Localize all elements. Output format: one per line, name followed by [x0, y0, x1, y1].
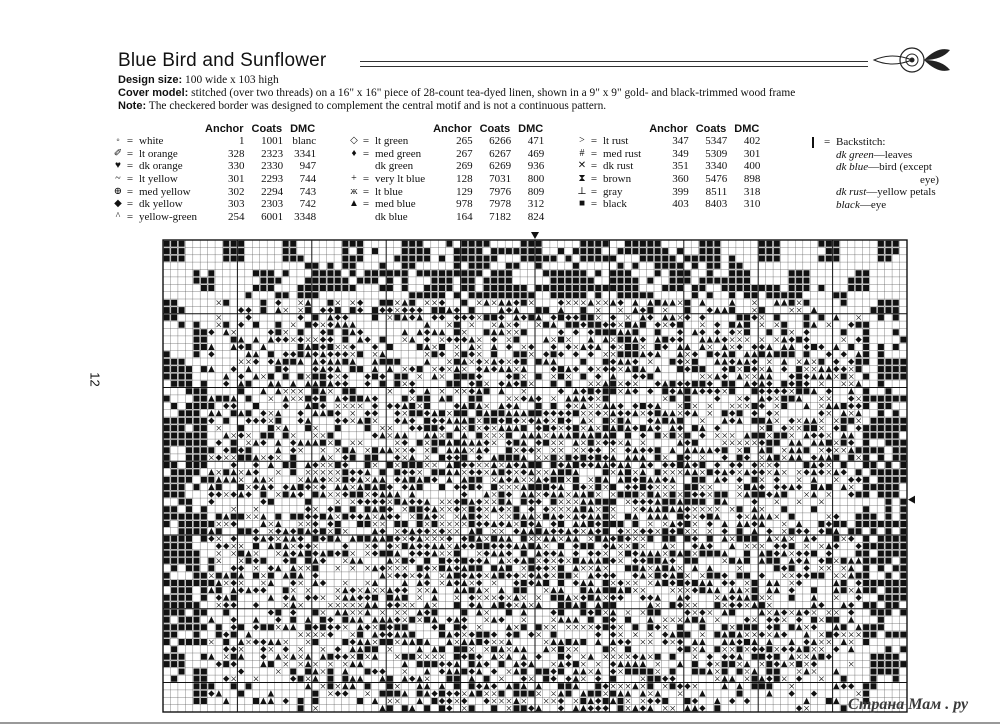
dmc-number: 3348: [294, 210, 317, 223]
coats-number: 7182: [489, 210, 512, 223]
anchor-number: 349: [672, 147, 689, 160]
dmc-number: 400: [743, 160, 761, 173]
dmc-number: 824: [527, 210, 545, 223]
dmc-number: 800: [527, 173, 545, 186]
note-text: The checkered border was designed to complement the central motif and is not a continuous pattern.: [148, 100, 607, 112]
chart-grid-lines: [163, 240, 907, 712]
note-label: Note:: [118, 100, 147, 112]
color-name: dk orange: [139, 160, 183, 173]
color-name: lt green: [375, 135, 409, 148]
key-symbol-icon: ◆: [114, 198, 122, 210]
key-symbol-icon: ✕: [577, 160, 587, 172]
backstitch-item: eye): [920, 173, 939, 186]
key-symbol-icon: +: [351, 173, 357, 185]
color-name: brown: [603, 173, 632, 186]
key-equals: =: [362, 147, 370, 160]
key-equals: =: [126, 147, 134, 160]
color-name: dk blue: [375, 210, 408, 223]
coats-number: 3340: [705, 160, 728, 173]
key-symbol-icon: ■: [578, 198, 586, 210]
backstitch-item: dk green—leaves: [836, 148, 913, 161]
color-name: lt blue: [375, 185, 403, 198]
coats-number: 2323: [261, 147, 284, 160]
coats-number: 7976: [489, 185, 512, 198]
key-symbol-icon: ♥: [115, 160, 121, 172]
coats-number: 6267: [489, 147, 512, 160]
key-symbol-icon: #: [579, 147, 585, 159]
anchor-number: 267: [456, 147, 473, 160]
key-symbol-icon: ◦: [116, 135, 120, 147]
coats-number: 8403: [705, 198, 728, 211]
coats-number: 2303: [261, 198, 284, 211]
dmc-number: 809: [527, 185, 545, 198]
color-name: very lt blue: [375, 173, 426, 186]
backstitch-item: dk blue—bird (except: [836, 161, 932, 174]
key-equals: =: [126, 185, 134, 198]
dmc-number: 310: [743, 198, 761, 211]
anchor-number: 403: [672, 198, 689, 211]
color-name: lt yellow: [139, 173, 178, 186]
color-name: white: [139, 135, 164, 148]
coats-number: 2330: [261, 160, 284, 173]
coats-number: 2294: [261, 185, 284, 198]
key-equals: =: [126, 160, 134, 173]
anchor-number: 351: [672, 160, 689, 173]
design-size-label: Design size:: [118, 74, 183, 86]
anchor-number: 254: [228, 210, 245, 223]
coats-number: 6001: [261, 210, 284, 223]
anchor-number: 978: [456, 198, 473, 211]
color-name: med rust: [603, 147, 642, 160]
coats-number: 2293: [261, 173, 284, 186]
dmc-number: 301: [743, 147, 761, 160]
dmc-number: 743: [299, 185, 317, 198]
anchor-number: 1: [239, 135, 245, 148]
key-equals: =: [126, 210, 134, 223]
backstitch-item: dk rust—yellow petals: [836, 186, 936, 199]
color-name: gray: [603, 185, 623, 198]
key-equals: =: [590, 147, 598, 160]
coats-number: 6269: [489, 160, 512, 173]
key-symbol-icon: >: [579, 135, 585, 147]
dmc-header: DMC: [518, 122, 544, 135]
anchor-header: Anchor: [205, 122, 244, 135]
coats-number: 7978: [489, 198, 512, 211]
coats-number: 5309: [705, 147, 728, 160]
page-title: Blue Bird and Sunflower: [118, 50, 327, 71]
key-equals: =: [126, 173, 134, 186]
color-name: med green: [375, 147, 422, 160]
coats-number: 7031: [489, 173, 512, 186]
coats-number: 5476: [705, 173, 728, 186]
color-name: dk rust: [603, 160, 634, 173]
key-equals: =: [590, 160, 598, 173]
cover-model-text: stitched (over two threads) on a 16" x 16" piece of 28-count tea-dyed linen, shown in a 9" x 9" gold- and black-trimmed wood frame: [191, 87, 796, 99]
key-equals: =: [590, 198, 598, 211]
key-symbol-icon: ж: [350, 185, 358, 197]
key-symbol-icon: ⧗: [578, 173, 586, 185]
key-equals: =: [126, 198, 134, 211]
anchor-number: 269: [456, 160, 473, 173]
anchor-number: 347: [672, 135, 689, 148]
dmc-number: 471: [527, 135, 545, 148]
color-name: black: [603, 198, 627, 211]
color-name: lt rust: [603, 135, 629, 148]
key-equals: =: [590, 135, 598, 148]
dmc-header: DMC: [290, 122, 316, 135]
dmc-header: DMC: [734, 122, 760, 135]
coats-number: 8511: [705, 185, 728, 198]
key-equals: =: [590, 185, 598, 198]
coats-header: Coats: [251, 122, 283, 135]
backstitch-heading: Backstitch:: [836, 136, 886, 148]
dmc-number: 742: [299, 198, 317, 211]
anchor-number: 399: [672, 185, 689, 198]
anchor-number: 265: [456, 135, 473, 148]
anchor-number: 330: [228, 160, 245, 173]
design-size-text: 100 wide x 103 high: [185, 74, 279, 86]
dmc-number: 898: [743, 173, 761, 186]
page-number: 12: [87, 372, 103, 387]
dmc-number: 402: [743, 135, 761, 148]
color-name: dk yellow: [139, 198, 183, 211]
anchor-number: 164: [456, 210, 473, 223]
key-symbol-icon: ^: [115, 210, 121, 222]
coats-header: Coats: [695, 122, 727, 135]
key-symbol-icon: ⊕: [113, 185, 123, 197]
key-symbol-icon: ✐: [113, 147, 123, 159]
key-equals: =: [126, 135, 134, 148]
anchor-number: 301: [228, 173, 245, 186]
dmc-number: blanc: [292, 135, 317, 148]
dmc-number: 3341: [294, 147, 317, 160]
center-arrow-icon: [531, 232, 539, 239]
dmc-number: 744: [299, 173, 317, 186]
center-arrow-icon: [908, 496, 915, 504]
color-name: med yellow: [139, 185, 191, 198]
anchor-number: 128: [456, 173, 473, 186]
anchor-number: 360: [672, 173, 689, 186]
anchor-number: 328: [228, 147, 245, 160]
key-equals: =: [362, 198, 370, 211]
color-name: dk green: [375, 160, 414, 173]
watermark-logo: Страна Мам . ру: [848, 696, 969, 713]
dmc-number: 469: [527, 147, 545, 160]
anchor-header: Anchor: [649, 122, 688, 135]
dmc-number: 312: [527, 198, 545, 211]
key-symbol-icon: ~: [115, 173, 121, 185]
coats-number: 1001: [261, 135, 284, 148]
key-symbol-icon: ♦: [351, 147, 357, 159]
key-symbol-icon: ◇: [350, 135, 358, 147]
key-equals: =: [362, 185, 370, 198]
anchor-number: 129: [456, 185, 473, 198]
dmc-number: 947: [299, 160, 317, 173]
key-equals: =: [590, 173, 598, 186]
color-name: yellow-green: [139, 210, 198, 223]
cover-model-label: Cover model:: [118, 87, 189, 99]
dmc-number: 318: [743, 185, 761, 198]
anchor-header: Anchor: [433, 122, 472, 135]
coats-header: Coats: [479, 122, 511, 135]
coats-number: 5347: [705, 135, 728, 148]
anchor-number: 302: [228, 185, 245, 198]
anchor-number: 303: [228, 198, 245, 211]
color-name: lt orange: [139, 147, 178, 160]
key-equals: =: [362, 135, 370, 148]
coats-number: 6266: [489, 135, 512, 148]
color-name: med blue: [375, 198, 416, 211]
key-symbol-icon: ▲: [349, 198, 359, 210]
key-symbol-icon: ⊥: [577, 185, 587, 197]
key-equals: =: [362, 173, 370, 186]
backstitch-item: black—eye: [836, 198, 887, 211]
dmc-number: 936: [527, 160, 545, 173]
